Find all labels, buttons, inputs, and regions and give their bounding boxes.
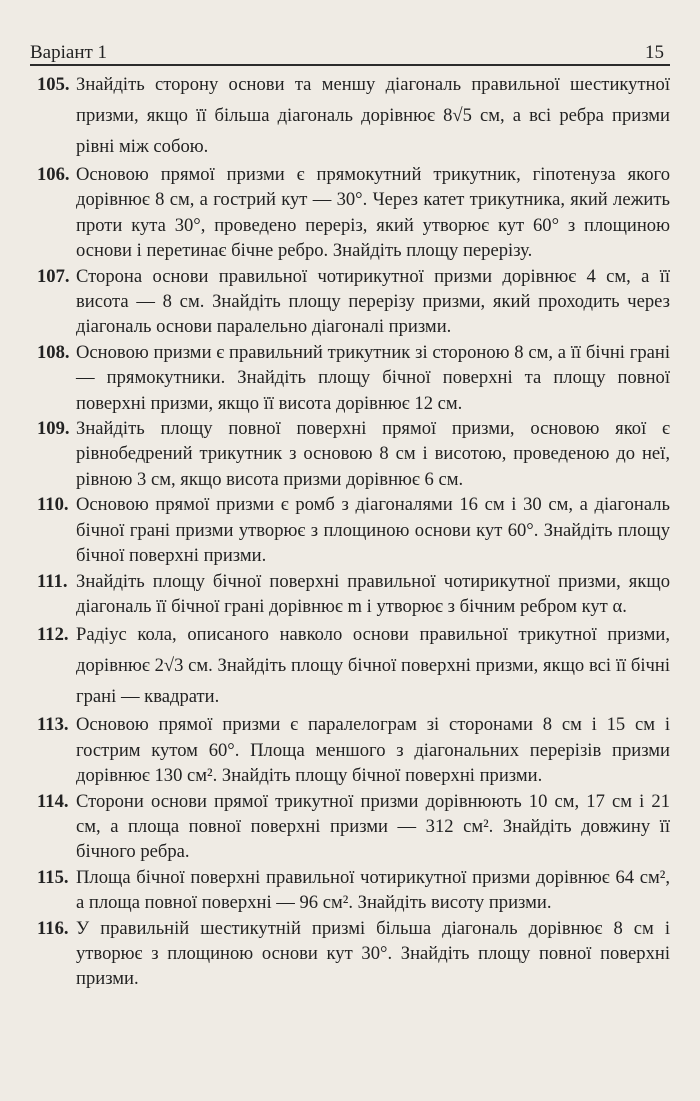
problem-text: Знайдіть площу повної поверхні прямої призми, основою якої є рівнобедрений трикутник з основою 8 см і висотою, проведеною до неї, рівною 3 см, якщо висота призми дорівнює 6 см. <box>76 418 670 490</box>
problem-text: Основою призми є правильний трикутник зі стороною 8 см, а її бічні грані — прямокутники. Знайдіть площу бічної поверхні та площу повної поверхні призми, якщо її висота дорівнює 12 см. <box>76 341 670 414</box>
problem-text: Сторона основи правильної чотирикутної призми дорівнює 4 см, а її висота — 8 см. Знайдіть площу перерізу призми, який проходить через діагональ основи паралельно діагоналі призми. <box>76 265 670 338</box>
problem-number: 110. <box>37 494 69 516</box>
problem-text: Основою прямої призми є паралелограм зі сторонами 8 см і 15 см і гострим кутом 60°. Площа меншого з діагональних перерізів призми дорівнює 130 см². Знайдіть площу бічної поверхні призми. <box>76 714 670 787</box>
problem-number: 113. <box>37 714 69 736</box>
problem-110 <box>37 492 670 568</box>
section-title: Варіант 1 <box>30 42 108 63</box>
problem-114 <box>37 789 670 865</box>
problem-111 <box>37 569 670 620</box>
problem-text: Знайдіть площу бічної поверхні правильної чотирикутної призми, якщо діагональ її бічної грані дорівнює m і утворює з бічним ребром кут α. <box>76 570 670 617</box>
problem-109 <box>37 416 670 492</box>
problem-text: Знайдіть сторону основи та меншу діагональ правильної шестикутної призми, якщо її більша діагональ дорівнює 8√5 см, а всі ребра призми рівні між собою. <box>76 74 670 157</box>
problem-number: 115. <box>37 866 69 888</box>
problem-number: 107. <box>37 265 70 287</box>
problem-112 <box>37 619 670 712</box>
problem-text: Основою прямої призми є ромб з діагоналями 16 см і 30 см, а діагональ бічної грані призми утворює з площиною основи кут 60°. Знайдіть площу бічної поверхні призми. <box>76 494 670 567</box>
problem-number: 114. <box>37 790 69 812</box>
problem-106 <box>37 162 670 264</box>
problem-text: Площа бічної поверхні правильної чотирикутної призми дорівнює 64 см², а площа повної поверхні — 96 см². Знайдіть висоту призми. <box>76 866 670 914</box>
problem-text: Основою прямої призми є прямокутний трикутник, гіпотенуза якого дорівнює 8 см, а гострий кут — 30°. Через катет трикутника, який лежить проти кута 30°, проведено переріз, який утворює кут 60° з площиною основи і перетинає бічне ребро. Знайдіть площу перерізу. <box>76 164 670 262</box>
problem-number: 116. <box>37 917 69 939</box>
problem-number: 111. <box>37 570 68 592</box>
problem-text: Сторони основи прямої трикутної призми дорівнюють 10 см, 17 см і 21 см, а площа повної поверхні призми — 312 см². Знайдіть довжину її бічного ребра. <box>76 790 670 863</box>
problem-text: Радіус кола, описаного навколо основи правильної трикутної призми, дорівнює 2√3 см. Знайдіть площу бічної поверхні призми, якщо всі її бічні грані — квадрати. <box>76 624 670 708</box>
problem-number: 108. <box>37 341 70 363</box>
problem-text: У правильній шестикутній призмі більша діагональ дорівнює 8 см і утворює з площиною основи кут 30°. Знайдіть площу повної поверхні призми. <box>76 917 670 990</box>
problem-list <box>37 69 670 992</box>
page-number: 15 <box>645 42 664 63</box>
problem-number: 106. <box>37 164 70 185</box>
problem-number: 105. <box>37 74 70 95</box>
problem-113 <box>37 712 670 788</box>
problem-105 <box>37 69 670 162</box>
problem-number: 109. <box>37 418 70 440</box>
problem-115 <box>37 865 670 916</box>
page-header <box>30 36 670 66</box>
problem-number: 112. <box>37 624 69 646</box>
problem-107 <box>37 264 670 340</box>
problem-108 <box>37 340 670 416</box>
problem-116 <box>37 916 670 992</box>
